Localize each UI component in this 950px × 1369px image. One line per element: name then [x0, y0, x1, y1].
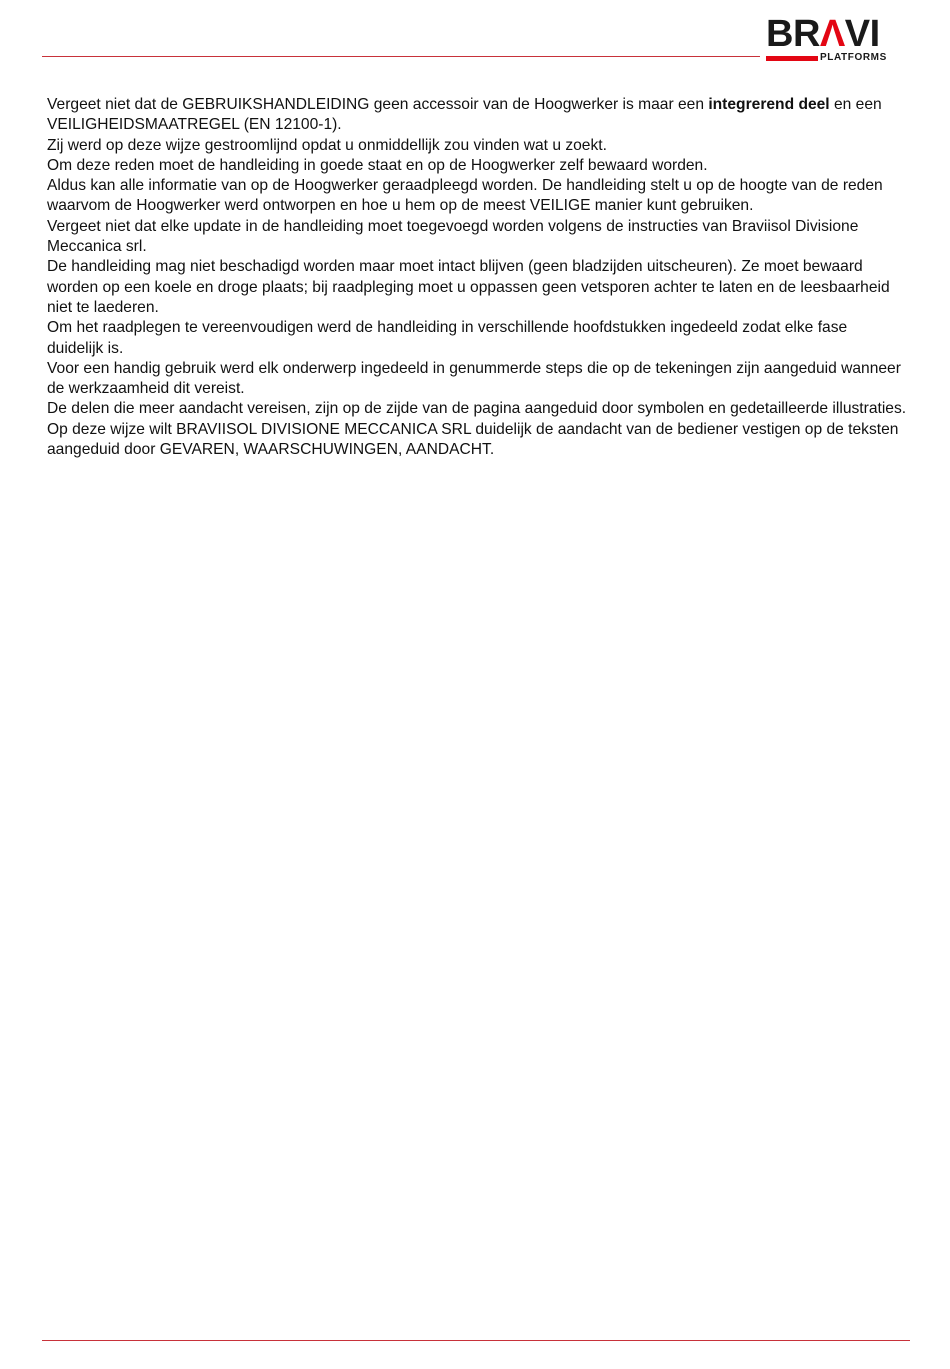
logo-word-mark: Λ	[819, 13, 845, 55]
logo-word-part3: I	[869, 13, 880, 55]
paragraph-1-text-end: en een VEILIGHEIDSMAATREGEL (EN 12100-1).	[47, 96, 882, 134]
paragraph-6: De handleiding mag niet beschadigd worden maar moet intact blijven (geen bladzijden uitscheuren). Ze moet bewaard worden op een koele en droge plaats; bij raadpleging moet u oppassen geen vetsporen achter te laten en de leesbaarheid niet te laederen.	[47, 258, 890, 316]
paragraph-2: Zij werd op deze wijze gestroomlijnd opdat u onmiddellijk zou vinden wat u zoekt.	[47, 136, 607, 154]
manual-text-body	[47, 95, 907, 460]
paragraph-7: Om het raadplegen te vereenvoudigen werd de handleiding in verschillende hoofdstukken ingedeeld zodat elke fase duidelijk is.	[47, 319, 848, 357]
paragraph-1	[47, 95, 907, 136]
bravi-platforms-logo	[766, 14, 908, 66]
paragraph-4: Aldus kan alle informatie van op de Hoogwerker geraadpleegd worden. De handleiding stelt u op de hoogte van de reden waarvom de Hoogwerker werd ontworpen en hoe u hem op de meest VEILIGE manier kunt gebruiken.	[47, 177, 883, 215]
paragraph-10: Op deze wijze wilt BRAVIISOL DIVISIONE MECCANICA SRL duidelijk de aandacht van de bediener vestigen op de teksten aangeduid door GEVAREN, WAARSCHUWINGEN, AANDACHT.	[47, 420, 899, 459]
paragraph-3: Om deze reden moet de handleiding in goede staat en op de Hoogwerker zelf bewaard worden.	[47, 156, 708, 174]
logo-word-part2: V	[844, 13, 870, 55]
footer-rule	[42, 1340, 910, 1341]
logo-wordmark	[766, 14, 880, 54]
paragraph-9: De delen die meer aandacht vereisen, zijn op de zijde van de pagina aangeduid door symbolen en gedetailleerde illustraties.	[47, 400, 907, 418]
paragraph-5: Vergeet niet dat elke update in de handleiding moet toegevoegd worden volgens de instructies van Braviisol Divisione Meccanica srl.	[47, 217, 859, 256]
paragraph-1-text: Vergeet niet dat de GEBRUIKSHANDLEIDING geen accessoir van de Hoogwerker is maar een	[47, 96, 709, 113]
logo-word-part1: BR	[766, 13, 820, 55]
logo-red-bar	[766, 56, 818, 61]
paragraph-1-bold: integrerend deel	[708, 96, 830, 113]
logo-subtitle: PLATFORMS	[820, 52, 887, 63]
paragraph-8: Voor een handig gebruik werd elk onderwerp ingedeeld in genummerde steps die op de tekeningen zijn aangeduid wanneer de werkzaamheid dit vereist.	[47, 359, 901, 398]
header-rule	[42, 56, 760, 57]
